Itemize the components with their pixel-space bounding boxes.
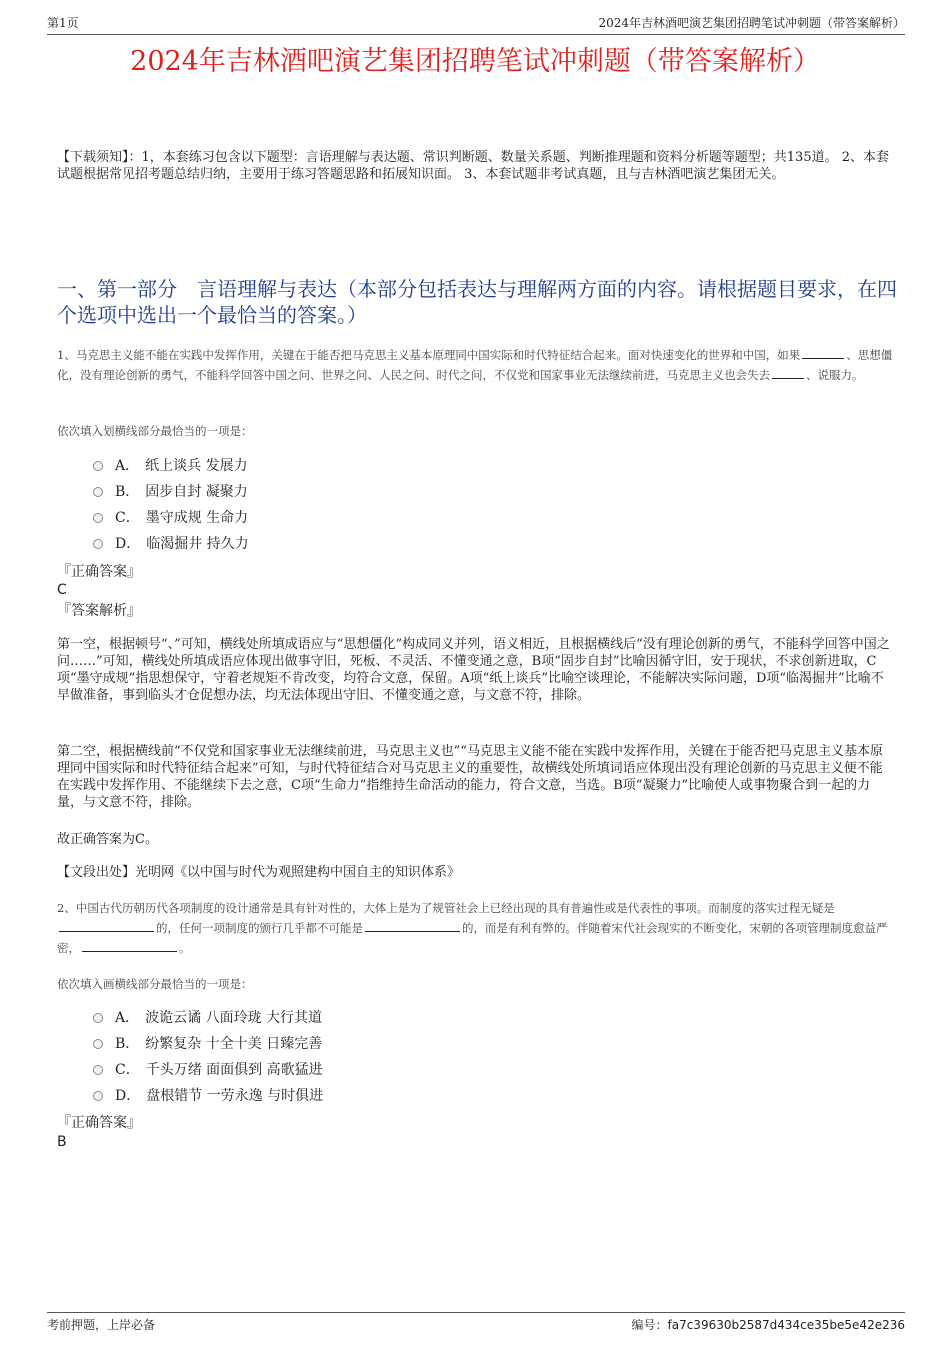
fill-blank xyxy=(59,919,154,932)
radio-button[interactable] xyxy=(93,1091,103,1101)
fill-blank xyxy=(772,366,804,379)
option-a[interactable]: A． 纸上谈兵 发展力 xyxy=(93,453,249,479)
question-1-instruction: 依次填入划横线部分最恰当的一项是： xyxy=(57,424,253,438)
option-d[interactable]: D． 盘根错节 一劳永逸 与时俱进 xyxy=(93,1083,323,1109)
radio-button[interactable] xyxy=(93,487,103,497)
question-2-instruction: 依次填入画横线部分最恰当的一项是： xyxy=(57,977,253,991)
download-notice: 【下载须知】：1，本套练习包含以下题型：言语理解与表达题、常识判断题、数量关系题、判断推理题和资料分析题等题型；共135道。 2、本套试题根据常见招考题总结归纳，主要用于练习答题思路和拓展知识面。 3、本套试题非考试真题，且与吉林酒吧演艺集团无关。 xyxy=(57,150,889,182)
question-1-options xyxy=(93,453,249,557)
radio-button[interactable] xyxy=(93,461,103,471)
analysis-conclusion: 故正确答案为C。 xyxy=(57,832,158,847)
page-number: 第1页 xyxy=(47,16,79,30)
analysis-paragraph: 第一空，根据顿号“、”可知，横线处所填成语应与“思想僵化”构成同义并列，语义相近，且根据横线后“没有理论创新的勇气，不能科学回答中国之问……”可知，横线处所填成语应体现出做事守旧，死板、不灵活、不懂变通之意，B项“固步自封”比喻因循守旧，安于现状，不求创新进取，C项“墨守成规”指思想保守，守着老规矩不肯改变，均符合文意，保留。A项“纸上谈兵”比喻空谈理论，不能解决实际问题，D项“临渴掘井”比喻不早做准备，事到临头才仓促想办法，均无法体现出守旧、不懂变通之意，与文意不符，排除。 xyxy=(57,637,890,703)
analysis-paragraph: 第二空，根据横线前“不仅党和国家事业无法继续前进，马克思主义也”“马克思主义能不能在实践中发挥作用，关键在于能否把马克思主义基本原理同中国实际和时代特征结合起来”可知，与时代特征结合对马克思主义的重要性，故横线处所填词语应体现出没有理论创新的马克思主义便不能在实践中发挥作用、不能继续下去之意，C项“生命力”指维持生命活动的能力，符合文意，当选。B项“凝聚力”比喻使人或事物聚合到一起的力量，与文意不符，排除。 xyxy=(57,744,883,810)
answer-label: 『正确答案』 xyxy=(57,564,141,580)
answer-label: 『正确答案』 xyxy=(57,1115,141,1131)
answer-value: B xyxy=(57,1134,67,1150)
page-header xyxy=(47,14,905,35)
document-title: 2024年吉林酒吧演艺集团招聘笔试冲刺题（带答案解析） xyxy=(130,46,820,77)
fill-blank xyxy=(82,939,177,952)
option-c[interactable]: C． 千头万绪 面面俱到 高歌猛进 xyxy=(93,1057,323,1083)
fill-blank xyxy=(802,346,844,359)
header-doc-title: 2024年吉林酒吧演艺集团招聘笔试冲刺题（带答案解析） xyxy=(598,16,905,30)
radio-button[interactable] xyxy=(93,1065,103,1075)
question-2-options xyxy=(93,1005,323,1109)
page-footer xyxy=(47,1312,905,1335)
analysis-label: 『答案解析』 xyxy=(57,603,141,619)
option-a[interactable]: A． 波诡云谲 八面玲珑 大行其道 xyxy=(93,1005,323,1031)
radio-button[interactable] xyxy=(93,539,103,549)
radio-button[interactable] xyxy=(93,513,103,523)
option-b[interactable]: B． 固步自封 凝聚力 xyxy=(93,479,249,505)
radio-button[interactable] xyxy=(93,1013,103,1023)
footer-slogan: 考前押题，上岸必备 xyxy=(47,1318,156,1332)
question-1-stem: 1、马克思主义能不能在实践中发挥作用，关键在于能否把马克思主义基本原理同中国实际和时代特征结合起来。面对快速变化的世界和中国，如果 、思想僵化，没有理论创新的勇气，不能科学回答中国之问、世界之问、人民之问、时代之问，不仅党和国家事业无法继续前进，马克思主义也会失去 、说服力。 xyxy=(57,348,893,382)
radio-button[interactable] xyxy=(93,1039,103,1049)
answer-value: C xyxy=(57,582,67,598)
section-title: 一、第一部分 言语理解与表达（本部分包括表达与理解两方面的内容。请根据题目要求，在四个选项中选出一个最恰当的答案。） xyxy=(57,277,897,327)
source-citation: 【文段出处】光明网《以中国与时代为观照建构中国自主的知识体系》 xyxy=(57,865,461,880)
option-d[interactable]: D． 临渴掘井 持久力 xyxy=(93,531,249,557)
option-b[interactable]: B． 纷繁复杂 十全十美 日臻完善 xyxy=(93,1031,323,1057)
question-2-stem: 2、中国古代历朝历代各项制度的设计通常是具有针对性的，大体上是为了规管社会上已经出现的具有普遍性或是代表性的事项。而制度的落实过程无疑是的，任何一项制度的颁行几乎都不可能是 的，而是有利有弊的。伴随着宋代社会现实的不断变化，宋朝的各项管理制度愈益严密， 。 xyxy=(57,901,888,955)
document-code: 编号：fa7c39630b2587d434ce35be5e42e236 xyxy=(631,1318,905,1332)
option-c[interactable]: C． 墨守成规 生命力 xyxy=(93,505,249,531)
fill-blank xyxy=(365,919,460,932)
